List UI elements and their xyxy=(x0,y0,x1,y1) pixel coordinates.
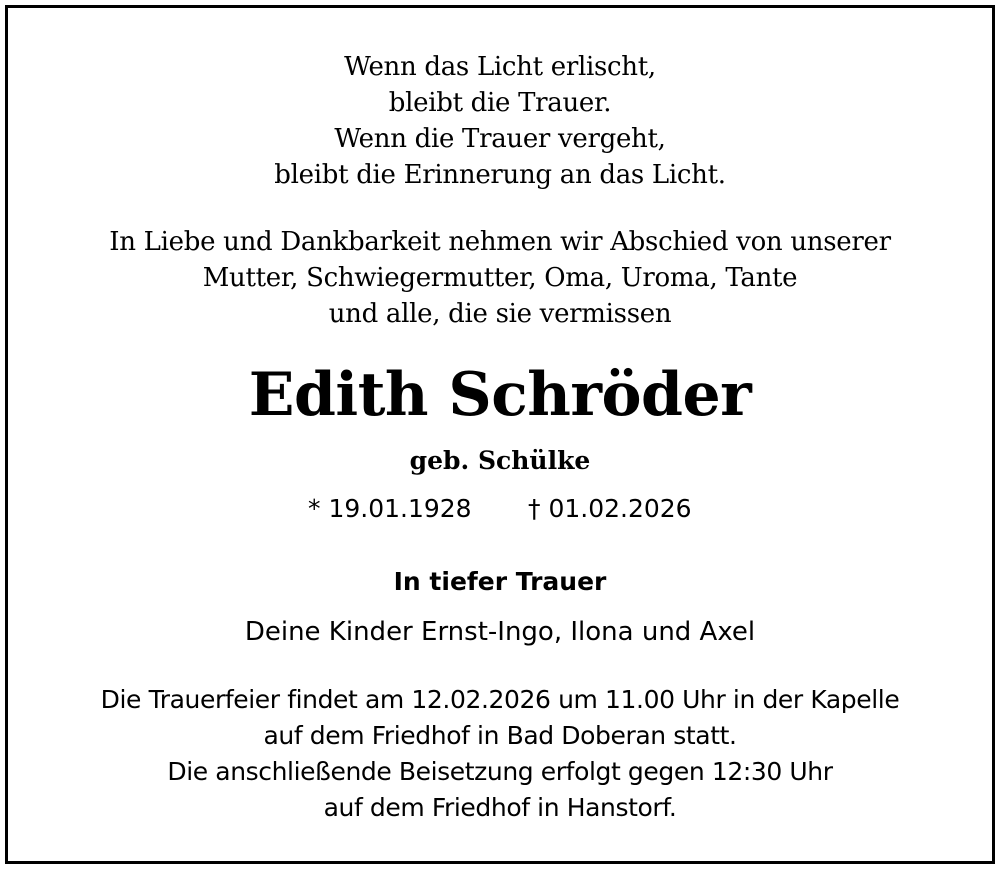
service-line-4: auf dem Friedhof in Hanstorf. xyxy=(323,793,677,822)
mourning-heading: In tiefer Trauer xyxy=(393,567,607,596)
service-line-1: Die Trauerfeier findet am 12.02.2026 um 11.00 Uhr in der Kapelle xyxy=(100,685,900,714)
poem-line-2: bleibt die Trauer. xyxy=(388,88,612,118)
service-line-2: auf dem Friedhof in Bad Doberan statt. xyxy=(263,721,737,750)
death-date: † 01.02.2026 xyxy=(528,494,692,523)
family-members: Deine Kinder Ernst-Ingo, Ilona und Axel xyxy=(244,617,756,647)
poem-line-4: bleibt die Erinnerung an das Licht. xyxy=(274,160,726,190)
life-dates xyxy=(0,494,1000,526)
poem-line-3: Wenn die Trauer vergeht, xyxy=(334,124,666,154)
maiden-name: geb. Schülke xyxy=(409,446,591,475)
service-line-3: Die anschließende Beisetzung erfolgt gegen 12:30 Uhr xyxy=(167,757,833,786)
deceased-name: Edith Schröder xyxy=(248,360,752,430)
birth-date: * 19.01.1928 xyxy=(308,494,472,523)
intro-line-2: Mutter, Schwiegermutter, Oma, Uroma, Tante xyxy=(202,263,798,293)
intro-line-3: und alle, die sie vermissen xyxy=(328,299,672,329)
intro-line-1: In Liebe und Dankbarkeit nehmen wir Abschied von unserer xyxy=(109,227,891,257)
poem-line-1: Wenn das Licht erlischt, xyxy=(344,52,656,82)
